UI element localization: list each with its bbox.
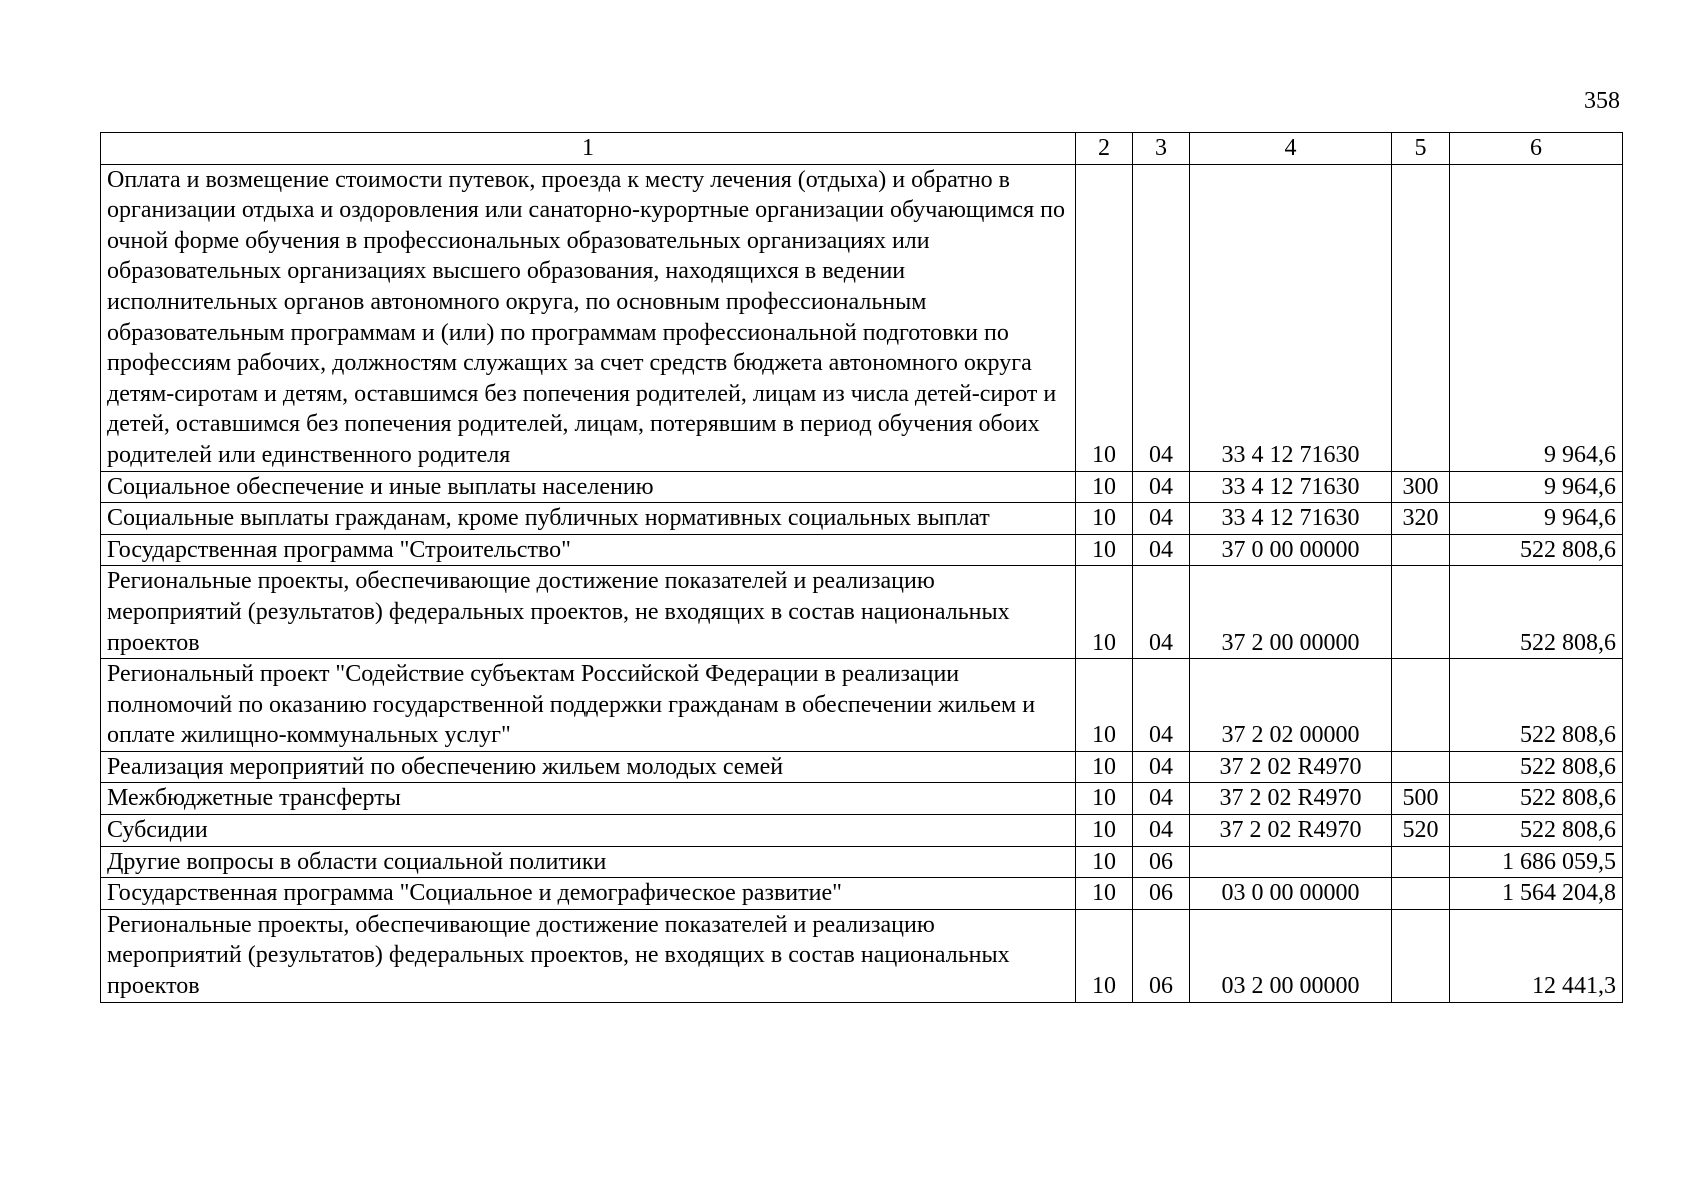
row-subsection: 04 <box>1133 659 1190 752</box>
row-name: Государственная программа "Социальное и демографическое развитие" <box>101 878 1076 910</box>
row-target-code: 33 4 12 71630 <box>1190 503 1392 535</box>
row-target-code: 33 4 12 71630 <box>1190 471 1392 503</box>
row-amount: 12 441,3 <box>1450 909 1623 1002</box>
row-expense-type: 300 <box>1392 471 1450 503</box>
row-expense-type <box>1392 164 1450 471</box>
row-expense-type <box>1392 846 1450 878</box>
row-target-code <box>1190 846 1392 878</box>
row-section: 10 <box>1076 909 1133 1002</box>
table-row <box>101 659 1623 752</box>
row-name: Другие вопросы в области социальной политики <box>101 846 1076 878</box>
row-expense-type <box>1392 566 1450 659</box>
row-expense-type <box>1392 751 1450 783</box>
row-expense-type <box>1392 659 1450 752</box>
row-subsection: 04 <box>1133 815 1190 847</box>
row-section: 10 <box>1076 846 1133 878</box>
table-row <box>101 566 1623 659</box>
row-name: Реализация мероприятий по обеспечению жильем молодых семей <box>101 751 1076 783</box>
row-expense-type <box>1392 534 1450 566</box>
budget-table <box>100 132 1623 1003</box>
row-subsection: 04 <box>1133 751 1190 783</box>
row-amount: 522 808,6 <box>1450 815 1623 847</box>
row-expense-type: 320 <box>1392 503 1450 535</box>
row-subsection: 06 <box>1133 878 1190 910</box>
column-header: 2 <box>1076 133 1133 165</box>
table-row <box>101 164 1623 471</box>
table-row <box>101 534 1623 566</box>
row-amount: 9 964,6 <box>1450 503 1623 535</box>
row-subsection: 04 <box>1133 503 1190 535</box>
row-expense-type <box>1392 878 1450 910</box>
row-amount: 1 686 059,5 <box>1450 846 1623 878</box>
table-row <box>101 846 1623 878</box>
row-section: 10 <box>1076 471 1133 503</box>
row-subsection: 04 <box>1133 566 1190 659</box>
row-amount: 522 808,6 <box>1450 783 1623 815</box>
table-row <box>101 503 1623 535</box>
column-header: 4 <box>1190 133 1392 165</box>
row-section: 10 <box>1076 659 1133 752</box>
row-name: Социальные выплаты гражданам, кроме публичных нормативных социальных выплат <box>101 503 1076 535</box>
table-header-row <box>101 133 1623 165</box>
row-section: 10 <box>1076 503 1133 535</box>
row-section: 10 <box>1076 534 1133 566</box>
row-section: 10 <box>1076 815 1133 847</box>
row-amount: 522 808,6 <box>1450 659 1623 752</box>
row-name: Региональный проект "Содействие субъектам Российской Федерации в реализации полномочий по оказанию государственной поддержки гражданам в обеспечении жильем и оплате жилищно-коммунальных услуг" <box>101 659 1076 752</box>
row-section: 10 <box>1076 783 1133 815</box>
page-number: 358 <box>1584 88 1620 114</box>
row-target-code: 33 4 12 71630 <box>1190 164 1392 471</box>
column-header: 1 <box>101 133 1076 165</box>
row-name: Социальное обеспечение и иные выплаты населению <box>101 471 1076 503</box>
row-target-code: 37 2 02 00000 <box>1190 659 1392 752</box>
row-expense-type: 520 <box>1392 815 1450 847</box>
row-name: Оплата и возмещение стоимости путевок, проезда к месту лечения (отдыха) и обратно в организации отдыха и оздоровления или санаторно-курортные организации обучающимся по очной форме обучения в профессиональных образовательных организациях или образовательных организациях высшего образования, находящихся в ведении исполнительных органов автономного округа, по основным профессиональным образовательным программам и (или) по программам профессиональной подготовки по профессиям рабочих, должностям служащих за счет средств бюджета автономного округа детям-сиротам и детям, оставшимся без попечения родителей, лицам из числа детей-сирот и детей, оставшимся без попечения родителей, лицам, потерявшим в период обучения обоих родителей или единственного родителя <box>101 164 1076 471</box>
column-header: 5 <box>1392 133 1450 165</box>
row-section: 10 <box>1076 878 1133 910</box>
row-section: 10 <box>1076 751 1133 783</box>
row-target-code: 37 2 02 R4970 <box>1190 815 1392 847</box>
row-amount: 1 564 204,8 <box>1450 878 1623 910</box>
row-amount: 522 808,6 <box>1450 751 1623 783</box>
table-row <box>101 751 1623 783</box>
row-target-code: 37 2 00 00000 <box>1190 566 1392 659</box>
row-subsection: 04 <box>1133 471 1190 503</box>
row-amount: 522 808,6 <box>1450 534 1623 566</box>
row-expense-type: 500 <box>1392 783 1450 815</box>
row-amount: 9 964,6 <box>1450 164 1623 471</box>
column-header: 3 <box>1133 133 1190 165</box>
row-amount: 9 964,6 <box>1450 471 1623 503</box>
row-name: Субсидии <box>101 815 1076 847</box>
column-header: 6 <box>1450 133 1623 165</box>
row-section: 10 <box>1076 566 1133 659</box>
row-name: Региональные проекты, обеспечивающие достижение показателей и реализацию мероприятий (результатов) федеральных проектов, не входящих в состав национальных проектов <box>101 909 1076 1002</box>
row-subsection: 06 <box>1133 846 1190 878</box>
table-row <box>101 471 1623 503</box>
table-row <box>101 909 1623 1002</box>
row-subsection: 04 <box>1133 534 1190 566</box>
table-row <box>101 878 1623 910</box>
row-subsection: 06 <box>1133 909 1190 1002</box>
row-name: Межбюджетные трансферты <box>101 783 1076 815</box>
row-target-code: 37 2 02 R4970 <box>1190 751 1392 783</box>
row-expense-type <box>1392 909 1450 1002</box>
row-subsection: 04 <box>1133 783 1190 815</box>
row-name: Государственная программа "Строительство" <box>101 534 1076 566</box>
row-target-code: 37 2 02 R4970 <box>1190 783 1392 815</box>
row-amount: 522 808,6 <box>1450 566 1623 659</box>
table-row <box>101 783 1623 815</box>
row-target-code: 03 0 00 00000 <box>1190 878 1392 910</box>
row-subsection: 04 <box>1133 164 1190 471</box>
row-target-code: 37 0 00 00000 <box>1190 534 1392 566</box>
row-name: Региональные проекты, обеспечивающие достижение показателей и реализацию мероприятий (результатов) федеральных проектов, не входящих в состав национальных проектов <box>101 566 1076 659</box>
table-row <box>101 815 1623 847</box>
row-target-code: 03 2 00 00000 <box>1190 909 1392 1002</box>
row-section: 10 <box>1076 164 1133 471</box>
